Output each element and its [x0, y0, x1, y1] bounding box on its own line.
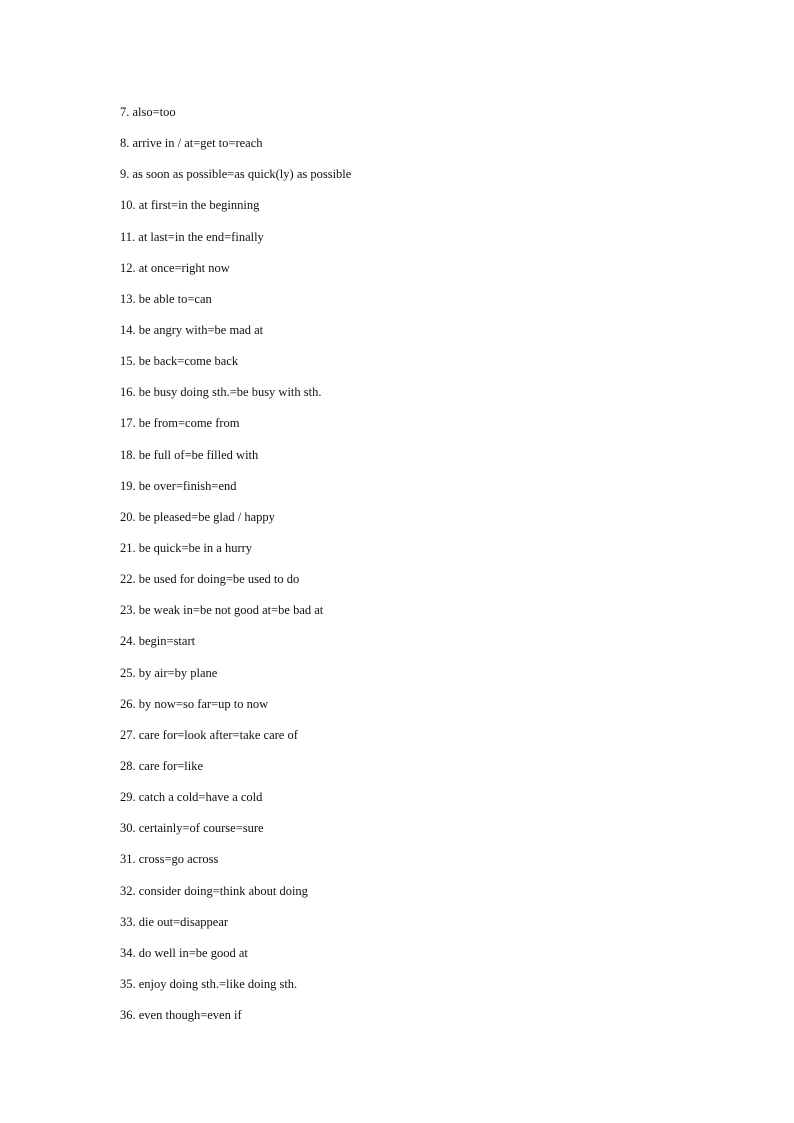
list-item: 27. care for=look after=take care of [120, 727, 298, 742]
list-item: 19. be over=finish=end [120, 478, 237, 493]
list-item: 20. be pleased=be glad / happy [120, 509, 275, 524]
list-item: 24. begin=start [120, 634, 196, 649]
list-item: 13. be able to=can [120, 291, 212, 306]
list-item: 18. be full of=be filled with [120, 447, 259, 462]
list-item: 12. at once=right now [120, 260, 230, 275]
list-item: 11. at last=in the end=finally [120, 229, 264, 244]
list-item: 34. do well in=be good at [120, 945, 248, 960]
list-item: 26. by now=so far=up to now [120, 696, 269, 711]
list-item: 14. be angry with=be mad at [120, 322, 264, 337]
list-item: 23. be weak in=be not good at=be bad at [120, 603, 324, 618]
list-item: 31. cross=go across [120, 852, 219, 867]
list-item: 30. certainly=of course=sure [120, 821, 264, 836]
list-item: 7. also=too [120, 105, 176, 119]
list-item: 16. be busy doing sth.=be busy with sth. [120, 385, 322, 400]
list-item: 8. arrive in / at=get to=reach [120, 136, 263, 151]
list-item: 22. be used for doing=be used to do [120, 572, 300, 587]
list-item: 36. even though=even if [120, 1008, 242, 1023]
list-item: 28. care for=like [120, 758, 204, 773]
list-item: 17. be from=come from [120, 416, 240, 431]
list-item: 32. consider doing=think about doing [120, 883, 308, 898]
list-item: 15. be back=come back [120, 354, 239, 369]
list-item: 29. catch a cold=have a cold [120, 790, 263, 805]
list-item: 10. at first=in the beginning [120, 198, 260, 213]
list-item: 21. be quick=be in a hurry [120, 540, 253, 555]
phrase-list [120, 103, 351, 1037]
list-item: 35. enjoy doing sth.=like doing sth. [120, 976, 298, 991]
list-item: 9. as soon as possible=as quick(ly) as possible [120, 167, 352, 182]
list-item: 25. by air=by plane [120, 665, 218, 680]
list-item: 33. die out=disappear [120, 914, 229, 929]
